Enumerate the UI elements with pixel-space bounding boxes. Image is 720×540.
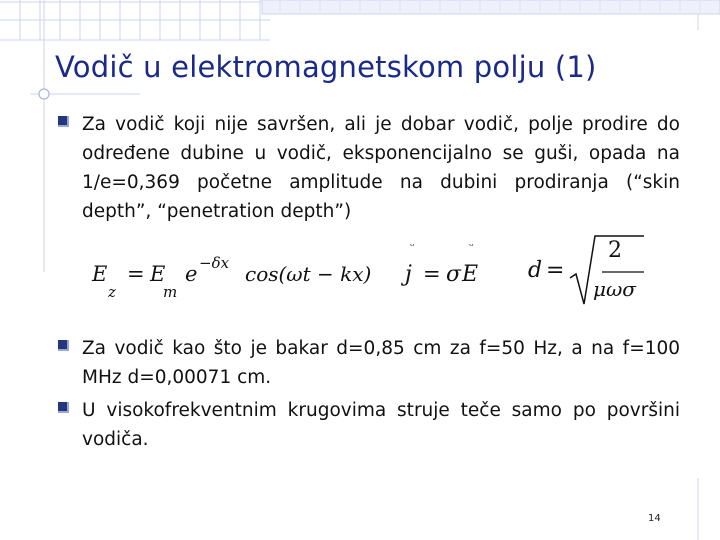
bullet-item (58, 396, 680, 454)
eq1-E: E (92, 262, 108, 286)
bullet-item (58, 334, 680, 392)
slide-title: Vodič u elektromagnetskom polju (1) (55, 50, 597, 84)
square-bullet-icon (58, 402, 69, 413)
eq1-cos: cos(ωt − kx) (245, 262, 372, 286)
eq2-arrow-E-icon: ᵕ (469, 239, 474, 253)
bullet-item (58, 110, 680, 226)
eq1-equals: = (127, 262, 145, 286)
eq2-equals: = (423, 262, 441, 286)
eq2-j: j (405, 262, 412, 287)
bullet-text: Za vodič koji nije savršen, ali je dobar vodič, polje prodire do određene dubine u vodič, eksponencijalno se guši, opada na 1/e=0,369 početne amplitude na dubini prodiranja (“skin depth”, “penetration depth”) (82, 114, 680, 222)
eq1-sub-z: z (108, 283, 116, 301)
eq1-E-m: E (150, 262, 166, 286)
bullet-text: U visokofrekventnim krugovima struje teče samo po površini vodiča. (82, 400, 680, 450)
eq3-numerator: 2 (608, 238, 622, 263)
square-bullet-icon (58, 116, 69, 127)
eq2-E: E (462, 262, 479, 287)
eq3-d: d (528, 258, 543, 283)
eq1-exponent: −δx (199, 254, 230, 272)
eq1-sub-m: m (163, 283, 178, 301)
eq2-sigma: σ (446, 262, 462, 287)
square-bullet-icon (58, 340, 69, 351)
eq3-denominator: μωσ (593, 277, 636, 301)
eq3-equals: = (546, 258, 565, 283)
page-number: 14 (648, 513, 661, 524)
eq1-e: e (185, 262, 198, 286)
bullet-text: Za vodič kao što je bakar d=0,85 cm za f=50 Hz, a na f=100 MHz d=0,00071 cm. (82, 338, 680, 388)
eq2-arrow-j-icon: ᵕ (410, 239, 415, 253)
